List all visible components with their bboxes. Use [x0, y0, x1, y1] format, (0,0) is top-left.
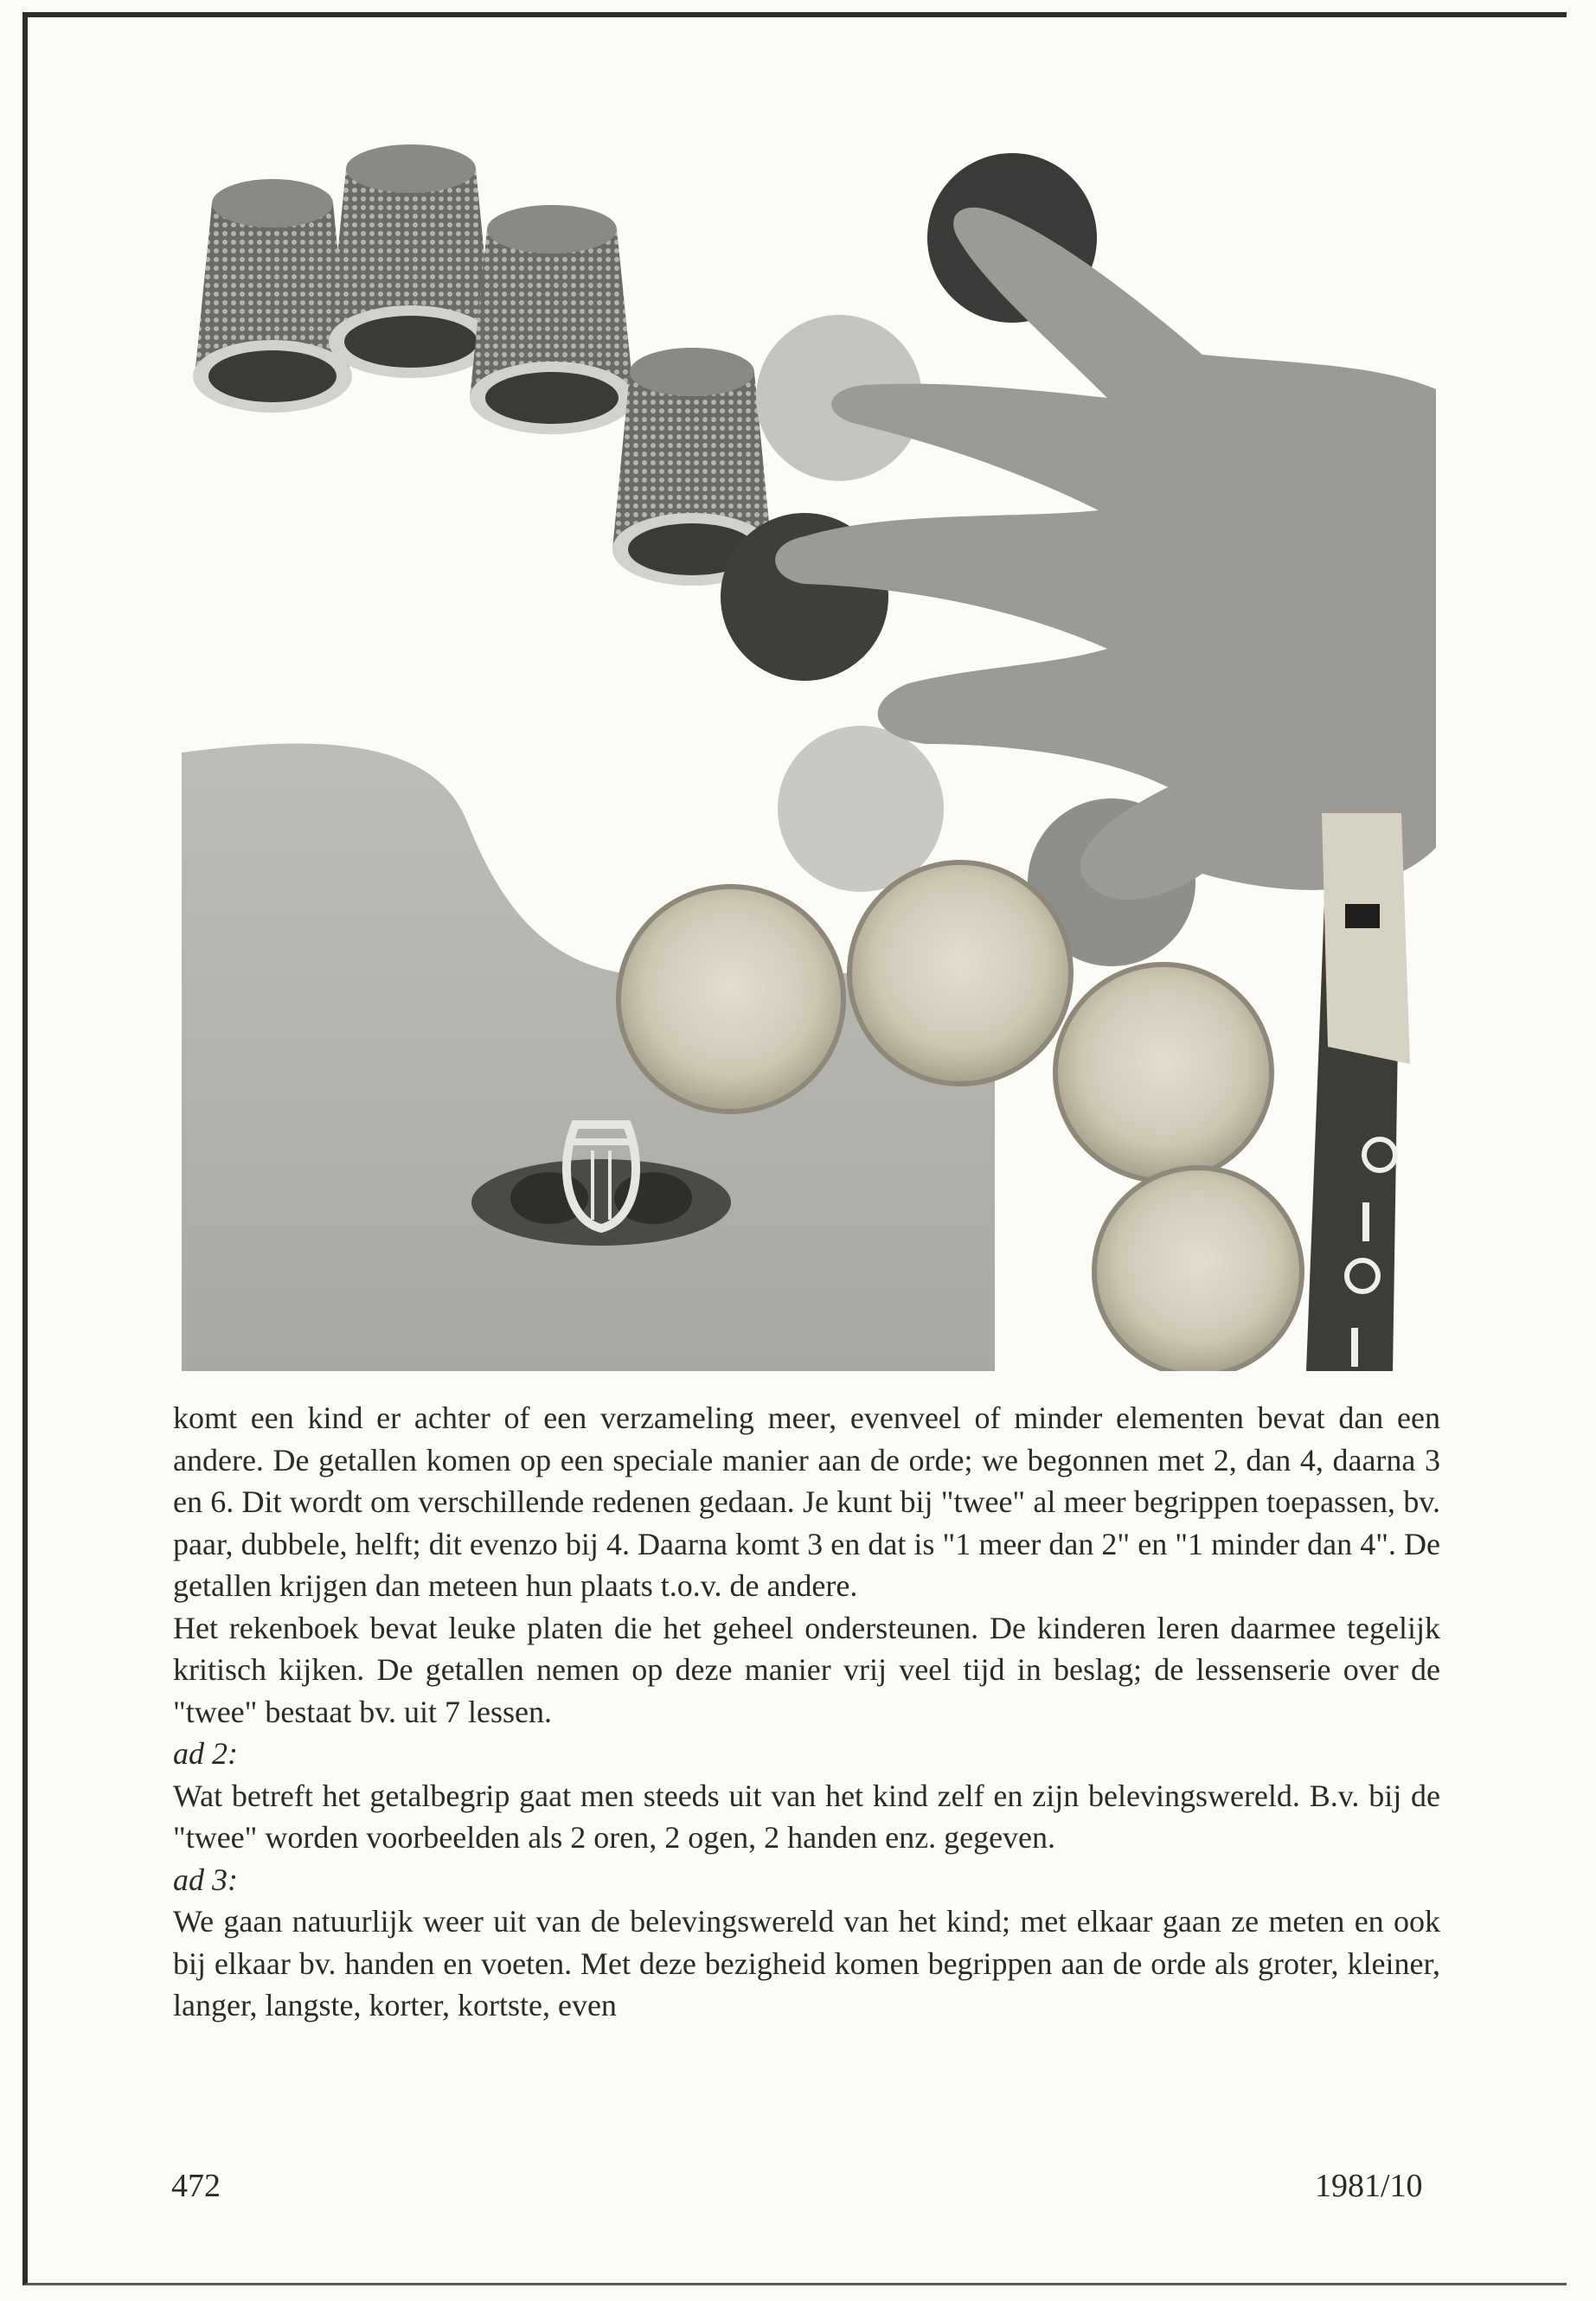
section-text: We gaan natuurlijk weer uit van de belevingswereld van het kind; met elkaar gaan ze meten en ook bij elkaar bv. handen en voeten. Met deze bezigheid komen begrippen aan de orde als groter, kleiner, langer, langste, korter, kortste, even	[173, 1904, 1440, 2022]
thimble-1	[193, 179, 352, 413]
thimble-3	[470, 205, 634, 434]
section-heading: ad 2:	[173, 1736, 238, 1771]
wood-disc-3	[1055, 965, 1272, 1181]
section-text: Wat betreft het getalbegrip gaat men steeds uit van het kind zelf en zijn belevingswereld. B.v. bij de "twee" worden voorbeelden als 2 oren, 2 ogen, 2 handen enz. gegeven.	[173, 1778, 1440, 1855]
paragraph: Het rekenboek bevat leuke platen die het geheel ondersteunen. De kinderen leren daarmee tegelijk kritisch kijken. De getallen nemen op deze manier vrij veel tijd in beslag; de lessenserie over de "twee" bestaat bv. uit 7 lessen.	[173, 1610, 1440, 1729]
paragraph: komt een kind er achter of een verzameling meer, evenveel of minder elementen bevat dan een andere. De getallen komen op een speciale manier aan de orde; we begonnen met 2, dan 4, daarna 3 en 6. Dit wordt om verschillende redenen gedaan. Je kunt bij "twee" al meer begrippen toepassen, bv. paar, dubbele, helft; dit evenzo bij 4. Daarna komt 3 en dat is "1 meer dan 2" en "1 minder dan 4". De getallen krijgen dan meteen hun plaats t.o.v. de andere.	[173, 1400, 1440, 1603]
section-heading: ad 3:	[173, 1862, 238, 1897]
disc-light-2	[778, 726, 944, 892]
recorder-flute	[1306, 813, 1410, 1371]
page-number: 472	[171, 2168, 221, 2204]
wood-disc-2	[849, 862, 1071, 1084]
thimble-2	[329, 144, 493, 378]
wood-disc-4	[1094, 1168, 1302, 1371]
article-body	[173, 1397, 1440, 2027]
issue-label: 1981/10	[1315, 2168, 1423, 2204]
wood-disc-1	[619, 887, 843, 1112]
illustration-photo	[182, 130, 1445, 1371]
